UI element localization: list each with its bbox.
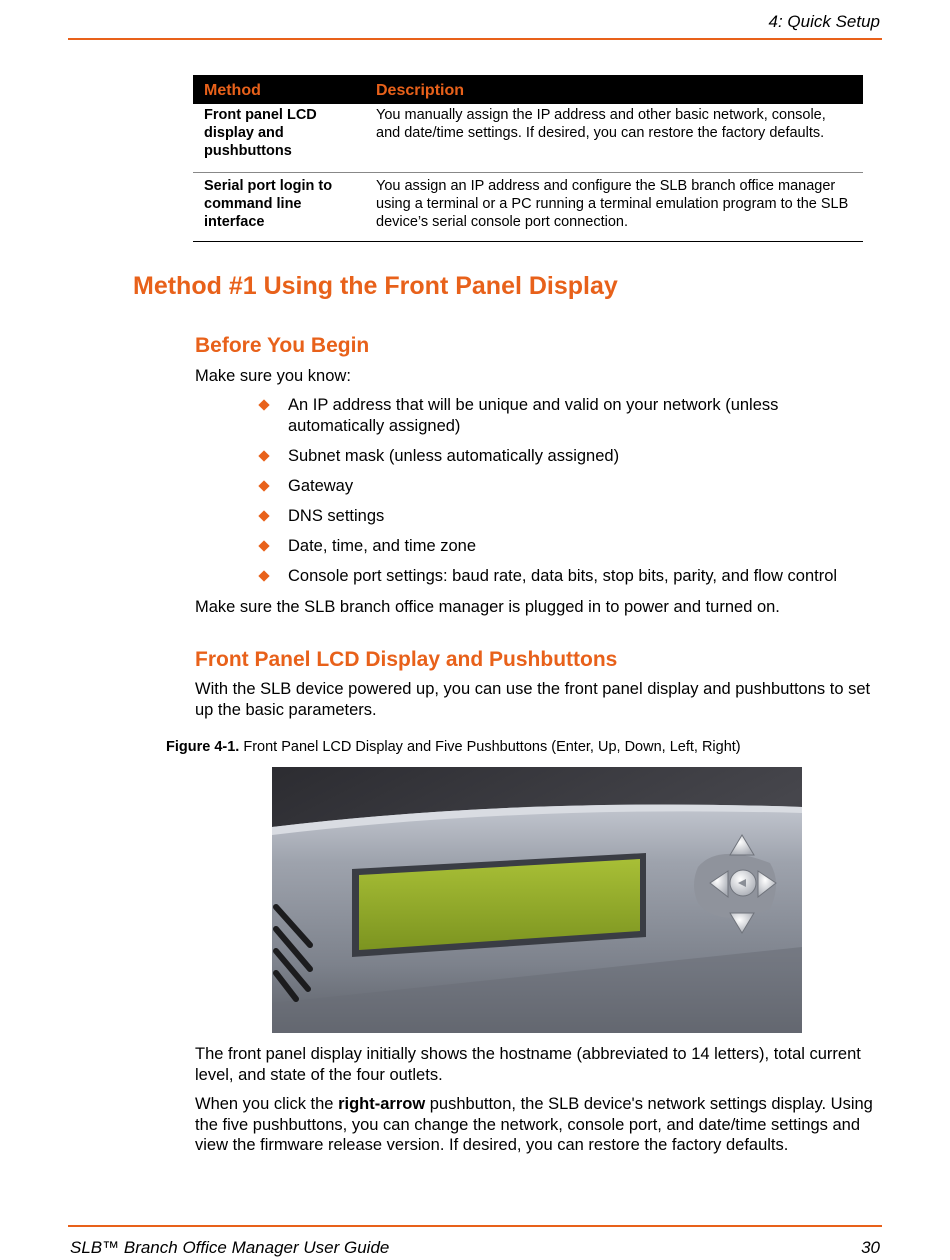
- lcd-paragraph-1: The front panel display initially shows the hostname (abbreviated to 14 letters), total current level, and state of the four outlets.: [195, 1045, 861, 1084]
- header-rule: [68, 38, 882, 40]
- methods-table: [193, 75, 863, 242]
- list-item: Date, time, and time zone: [258, 536, 878, 557]
- list-item: Gateway: [258, 476, 878, 497]
- figure-caption: [166, 739, 741, 755]
- diamond-bullet-icon: [258, 450, 269, 461]
- lcd-intro: With the SLB device powered up, you can use the front panel display and pushbuttons to set up the basic parameters.: [195, 680, 871, 719]
- method-cell: Front panel LCD display and pushbuttons: [193, 104, 365, 173]
- list-item: DNS settings: [258, 506, 878, 527]
- diamond-bullet-icon: [258, 399, 269, 410]
- table-header-row: [193, 75, 863, 104]
- column-header-description: Description: [365, 75, 863, 104]
- page-number: 30: [861, 1238, 880, 1257]
- before-intro: Make sure you know:: [195, 367, 351, 385]
- table-row: [193, 173, 863, 242]
- method-cell: Serial port login to command line interface: [193, 173, 365, 242]
- diamond-bullet-icon: [258, 510, 269, 521]
- lcd-heading: Front Panel LCD Display and Pushbuttons: [195, 648, 618, 671]
- before-you-begin-heading: Before You Begin: [195, 334, 370, 357]
- section-title: Method #1 Using the Front Panel Display: [133, 272, 618, 300]
- requirements-list: [258, 395, 878, 596]
- footer-guide-title: SLB™ Branch Office Manager User Guide: [70, 1238, 390, 1257]
- footer-rule: [68, 1225, 882, 1227]
- diamond-bullet-icon: [258, 540, 269, 551]
- diamond-bullet-icon: [258, 480, 269, 491]
- header-chapter: 4: Quick Setup: [768, 12, 880, 31]
- list-item: Subnet mask (unless automatically assigned): [258, 446, 878, 467]
- table-row: [193, 104, 863, 173]
- diamond-bullet-icon: [258, 570, 269, 581]
- figure-caption-text: Front Panel LCD Display and Five Pushbuttons (Enter, Up, Down, Left, Right): [239, 739, 741, 755]
- description-cell: You manually assign the IP address and other basic network, console, and date/time settings. If desired, you can restore the factory defaults.: [365, 104, 863, 173]
- figure-label: Figure 4-1.: [166, 739, 240, 755]
- list-item: Console port settings: baud rate, data bits, stop bits, parity, and flow control: [258, 566, 878, 587]
- right-arrow-term: right-arrow: [338, 1095, 426, 1113]
- front-panel-photo: [272, 767, 802, 1033]
- list-item: An IP address that will be unique and valid on your network (unless automatically assigned): [258, 395, 878, 436]
- lcd-paragraph-2: When you click the right-arrow pushbutton, the SLB device's network settings display. Using the five pushbuttons, you can change the network, console port, and date/time settings and view the firmware release version. If desired, you can restore the factory defaults.: [195, 1095, 873, 1154]
- description-cell: You assign an IP address and configure the SLB branch office manager using a terminal or a PC running a terminal emulation program to the SLB device’s serial console port connection.: [365, 173, 863, 242]
- column-header-method: Method: [193, 75, 365, 104]
- before-closing: Make sure the SLB branch office manager is plugged in to power and turned on.: [195, 598, 780, 616]
